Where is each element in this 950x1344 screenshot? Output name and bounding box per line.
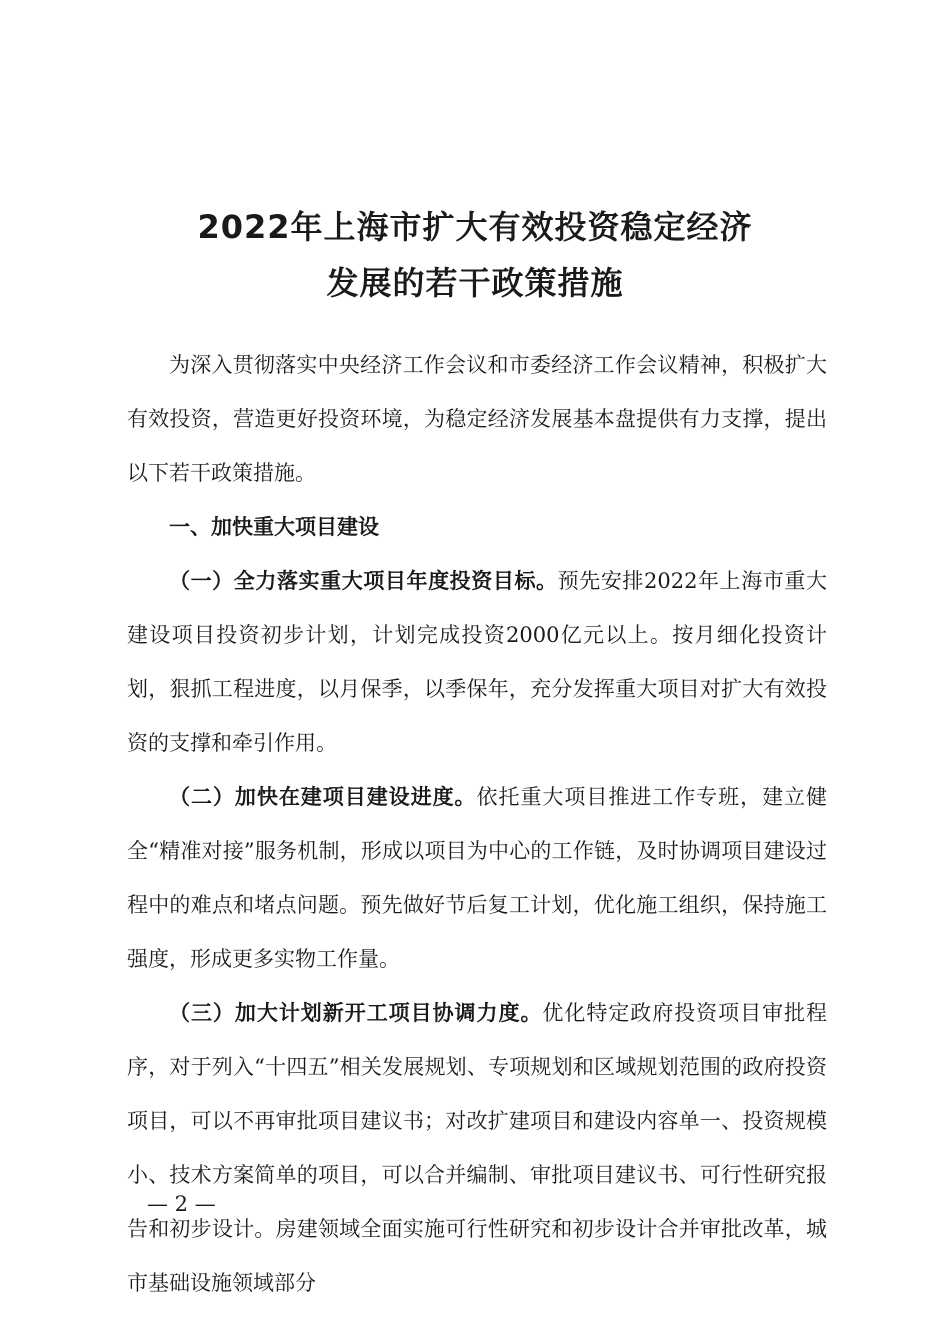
item-lead-3: （三）加大计划新开工项目协调力度。	[169, 1000, 543, 1025]
intro-paragraph: 为深入贯彻落实中央经济工作会议和市委经济工作会议精神，积极扩大有效投资，营造更好投资环境，为稳定经济发展基本盘提供有力支撑，提出以下若干政策措施。	[127, 353, 827, 485]
item-paragraph-2	[127, 770, 827, 986]
item-paragraph-3	[127, 986, 827, 1310]
document-body	[127, 338, 827, 1310]
item-lead-2: （二）加快在建项目建设进度。	[169, 784, 477, 809]
item-paragraph-1	[127, 554, 827, 770]
document-title-line-1: 2022年上海市扩大有效投资稳定经济	[197, 208, 753, 246]
item-text-3: 优化特定政府投资项目审批程序，对于列入“十四五”相关发展规划、专项规划和区域规划范围的政府投资项目，可以不再审批项目建议书；对改扩建项目和建设内容单一、投资规模小、技术方案简单的项目，可以合并编制、审批项目建议书、可行性研究报告和初步设计。房建领域全面实施可行性研究和初步设计合并审批改革，城市基础设施领域部分	[127, 1001, 828, 1295]
page-number: — 2 —	[147, 1192, 216, 1216]
section-heading: 一、加快重大项目建设	[169, 515, 379, 539]
document-title-line-2: 发展的若干政策措施	[326, 264, 624, 302]
item-text-2: 依托重大项目推进工作专班，建立健全“精准对接”服务机制，形成以项目为中心的工作链，及时协调项目建设过程中的难点和堵点问题。预先做好节后复工计划，优化施工组织，保持施工强度，形成更多实物工作量。	[127, 785, 828, 971]
item-lead-1: （一）全力落实重大项目年度投资目标。	[169, 568, 558, 593]
item-text-1: 预先安排2022年上海市重大建设项目投资初步计划，计划完成投资2000亿元以上。按月细化投资计划，狠抓工程进度，以月保季，以季保年，充分发挥重大项目对扩大有效投资的支撑和牵引作用。	[127, 569, 827, 755]
